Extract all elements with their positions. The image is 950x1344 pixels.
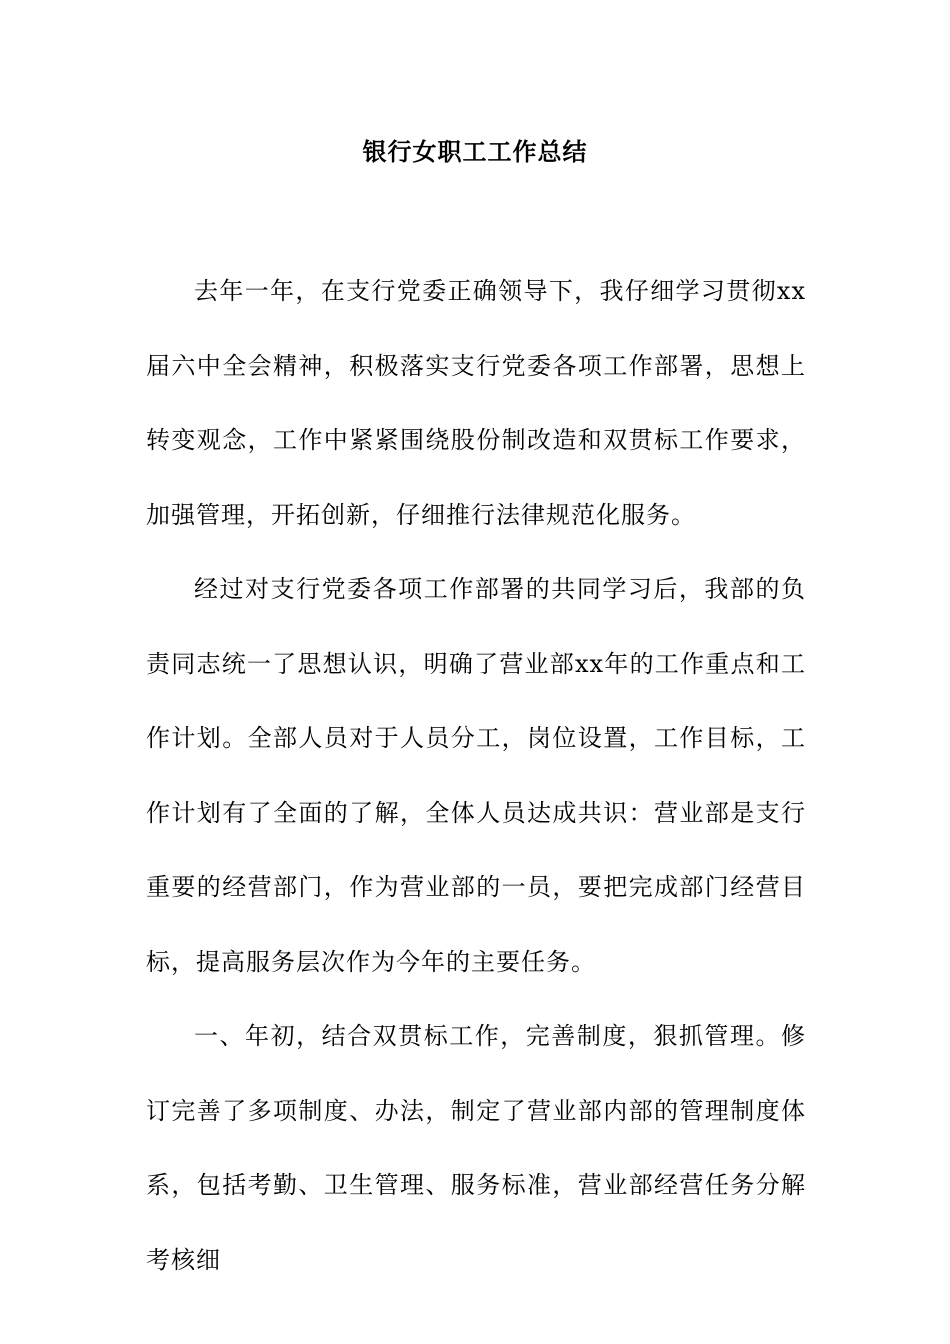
paragraph-1: 去年一年，在支行党委正确领导下，我仔细学习贯彻xx届六中全会精神，积极落实支行党委各项工作部署，思想上转变观念，工作中紧紧围绕股份制改造和双贯标工作要求，加强管理，开拓创新，仔细推行法律规范化服务。 bbox=[146, 277, 806, 529]
paragraph-3: 一、年初，结合双贯标工作，完善制度，狠抓管理。修订完善了多项制度、办法，制定了营业部内部的管理制度体系，包括考勤、卫生管理、服务标准，营业部经营任务分解考核细 bbox=[146, 1022, 806, 1274]
document-body bbox=[146, 254, 806, 1297]
paragraph-2: 经过对支行党委各项工作部署的共同学习后，我部的负责同志统一了思想认识，明确了营业部xx年的工作重点和工作计划。全部人员对于人员分工，岗位设置，工作目标，工作计划有了全面的了解，全体人员达成共识：营业部是支行重要的经营部门，作为营业部的一员，要把完成部门经营目标，提高服务层次作为今年的主要任务。 bbox=[146, 575, 806, 976]
document-title: 银行女职工工作总结 bbox=[362, 137, 588, 166]
